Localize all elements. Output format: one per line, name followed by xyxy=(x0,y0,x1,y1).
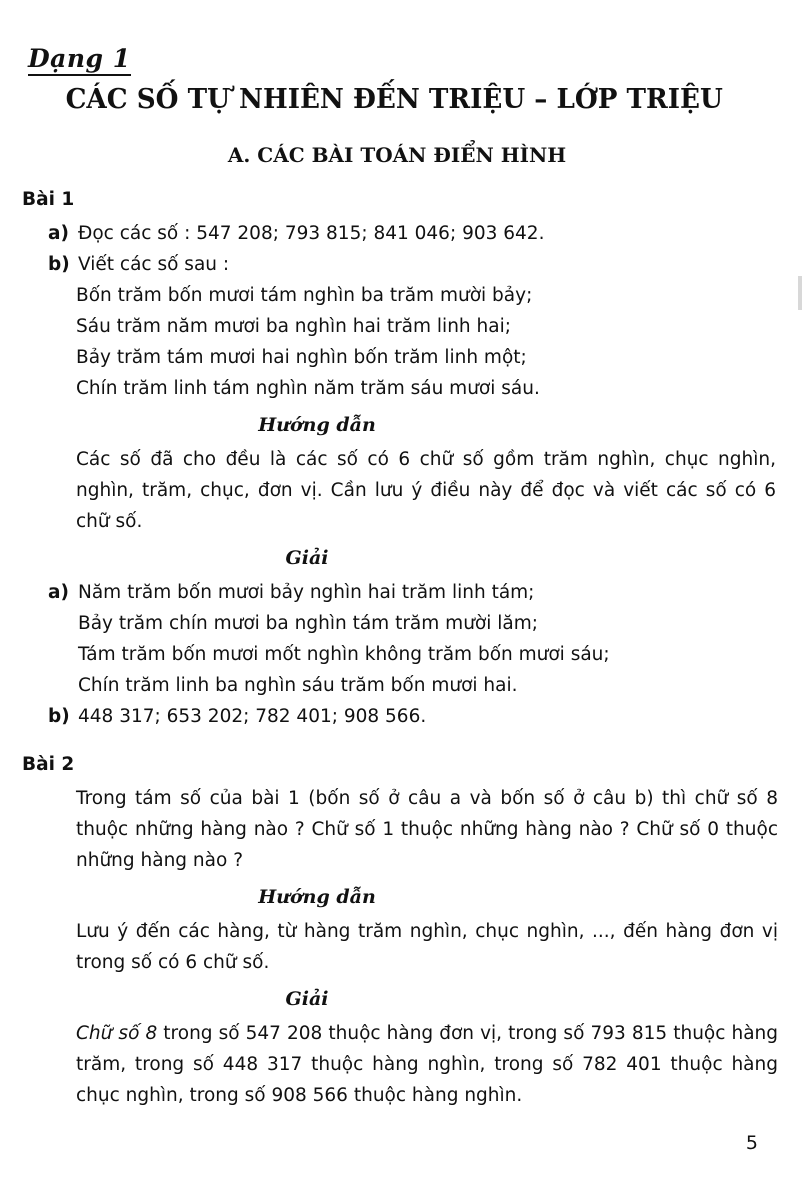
list-item: Bốn trăm bốn mươi tám nghìn ba trăm mười bảy; xyxy=(76,285,533,306)
page-title: CÁC SỐ TỰ NHIÊN ĐẾN TRIỆU – LỚP TRIỆU xyxy=(65,84,723,115)
exercise-2-question: Trong tám số của bài 1 (bốn số ở câu a và bốn số ở câu b) thì chữ số 8 thuộc những hàng nào ? Chữ số 1 thuộc những hàng nào ? Chữ số 0 thuộc những hàng nào ? xyxy=(76,788,778,871)
item-marker-b: b) xyxy=(48,254,70,275)
exercise-2-giai-text xyxy=(76,1018,778,1111)
page-content xyxy=(22,44,782,1111)
lesson-type-underline xyxy=(28,74,131,76)
exercise-1-huongdan-heading: Hướng dẫn xyxy=(258,414,376,436)
exercise-1-huongdan-text: Các số đã cho đều là các số có 6 chữ số gồm trăm nghìn, chục nghìn, nghìn, trăm, chục, đơn vị. Cần lưu ý điều này để đọc và viết các số có 6 chữ số. xyxy=(76,449,776,532)
list-item: Chín trăm linh tám nghìn năm trăm sáu mươi sáu. xyxy=(76,378,540,399)
exercise-2-huongdan-text: Lưu ý đến các hàng, từ hàng trăm nghìn, chục nghìn, ..., đến hàng đơn vị trong số có 6 chữ số. xyxy=(76,921,778,973)
exercise-2-label: Bài 2 xyxy=(22,754,75,775)
list-item: Chín trăm linh ba nghìn sáu trăm bốn mươi hai. xyxy=(78,675,518,696)
exercise-1-giai-heading: Giải xyxy=(285,547,329,569)
item-marker-a: a) xyxy=(48,582,69,603)
list-item: Bảy trăm chín mươi ba nghìn tám trăm mười lăm; xyxy=(78,613,538,634)
page-edge-mark xyxy=(798,276,802,310)
exercise-1-item-a xyxy=(48,218,782,249)
list-item: Năm trăm bốn mươi bảy nghìn hai trăm linh tám; xyxy=(78,582,535,603)
exercise-1-item-b xyxy=(48,249,782,280)
exercise-1-b-text: Viết các số sau : xyxy=(78,254,230,275)
exercise-1-giai-item-a xyxy=(48,577,782,701)
exercise-1-giai-item-b xyxy=(48,701,782,732)
giai-body: trong số 547 208 thuộc hàng đơn vị, trong số 793 815 thuộc hàng trăm, trong số 448 317 thuộc hàng nghìn, trong số 782 401 thuộc hàng chục nghìn, trong số 908 566 thuộc hàng nghìn. xyxy=(76,1023,779,1106)
lesson-type-text: Dạng 1 xyxy=(28,44,131,73)
exercise-1-a-text: Đọc các số : 547 208; 793 815; 841 046; 903 642. xyxy=(78,223,545,244)
lesson-type-label xyxy=(28,44,131,76)
exercise-1-giai-b-text: 448 317; 653 202; 782 401; 908 566. xyxy=(78,706,427,727)
list-item: Sáu trăm năm mươi ba nghìn hai trăm linh hai; xyxy=(76,316,511,337)
exercise-2-giai-heading: Giải xyxy=(285,988,329,1010)
page-number: 5 xyxy=(745,1132,758,1154)
exercise-1-label: Bài 1 xyxy=(22,189,75,210)
giai-lead-italic: Chữ số 8 xyxy=(76,1023,158,1044)
item-marker-b: b) xyxy=(48,706,70,727)
list-item: Bảy trăm tám mươi hai nghìn bốn trăm linh một; xyxy=(76,347,527,368)
exercise-2-huongdan-heading: Hướng dẫn xyxy=(258,886,376,908)
section-title: A. CÁC BÀI TOÁN ĐIỂN HÌNH xyxy=(227,143,567,167)
exercise-1-giai-a-lines xyxy=(78,577,782,701)
item-marker-a: a) xyxy=(48,223,69,244)
list-item: Tám trăm bốn mươi mốt nghìn không trăm bốn mươi sáu; xyxy=(78,644,610,665)
exercise-1-b-lines xyxy=(76,280,782,404)
